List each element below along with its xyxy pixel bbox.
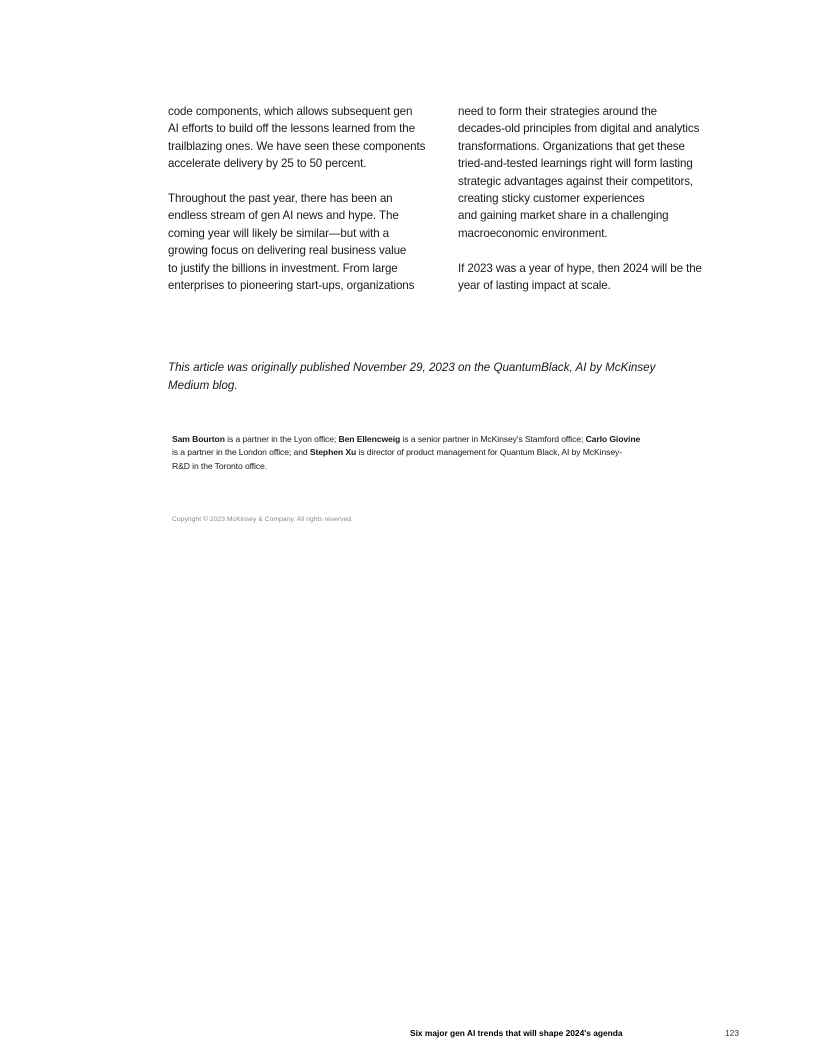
author-name: Ben Ellencweig <box>338 434 401 444</box>
body-line: trailblazing ones. We have seen these components <box>168 139 426 153</box>
body-line: year of lasting impact at scale. <box>458 279 611 293</box>
author-role: is a partner in the Lyon office; <box>224 434 339 444</box>
publication-note <box>168 359 688 395</box>
author-bio-line <box>172 433 732 446</box>
publication-note-line: This article was originally published November 29, 2023 on the QuantumBlack, AI by McKinsey <box>168 361 656 374</box>
body-line: endless stream of gen AI news and hype. The <box>168 209 399 223</box>
body-line: code components, which allows subsequent gen <box>168 105 413 118</box>
author-bios <box>172 433 732 473</box>
copyright-notice: Copyright © 2023 McKinsey & Company. All rights reserved. <box>172 516 353 523</box>
body-line: macroeconomic environment. <box>458 226 608 240</box>
body-line: tried-and-tested learnings right will form lasting <box>458 157 693 171</box>
author-name: Carlo Giovine <box>585 434 641 444</box>
author-name: Sam Bourton <box>172 434 225 444</box>
page-number: 123 <box>725 1028 739 1038</box>
body-line: decades-old principles from digital and analytics <box>458 122 700 136</box>
body-line: growing focus on delivering real business value <box>168 244 407 258</box>
author-bio-line: R&D in the Toronto office. <box>172 460 268 471</box>
author-role: is director of product management for Quantum Black, AI by McKinsey- <box>356 447 622 458</box>
body-line: transformations. Organizations that get these <box>458 139 685 153</box>
author-role: is a senior partner in McKinsey's Stamford office; <box>400 434 586 444</box>
body-line: strategic advantages against their competitors, <box>458 174 694 188</box>
left-column <box>168 103 438 294</box>
author-name: Stephen Xu <box>309 447 357 458</box>
paragraph-gap <box>168 173 438 190</box>
body-line: coming year will likely be similar—but with a <box>168 226 390 240</box>
right-column <box>458 103 723 294</box>
body-line: creating sticky customer experiences <box>458 192 645 206</box>
author-role: is a partner in the London office; and <box>172 447 310 458</box>
body-line: need to form their strategies around the <box>458 105 658 118</box>
author-bio-line <box>172 446 732 459</box>
body-line: AI efforts to build off the lessons learned from the <box>168 122 416 136</box>
paragraph-gap <box>458 242 723 259</box>
body-line: Throughout the past year, there has been an <box>168 192 393 206</box>
body-line: If 2023 was a year of hype, then 2024 will be the <box>458 261 702 275</box>
publication-note-line: Medium blog. <box>168 379 238 392</box>
body-line: to justify the billions in investment. From large <box>168 261 398 275</box>
body-line: accelerate delivery by 25 to 50 percent. <box>168 157 367 171</box>
footer-title: Six major gen AI trends that will shape 2024's agenda <box>410 1028 623 1038</box>
body-line: and gaining market share in a challenging <box>458 209 669 223</box>
body-line: enterprises to pioneering start-ups, organizations <box>168 279 415 293</box>
